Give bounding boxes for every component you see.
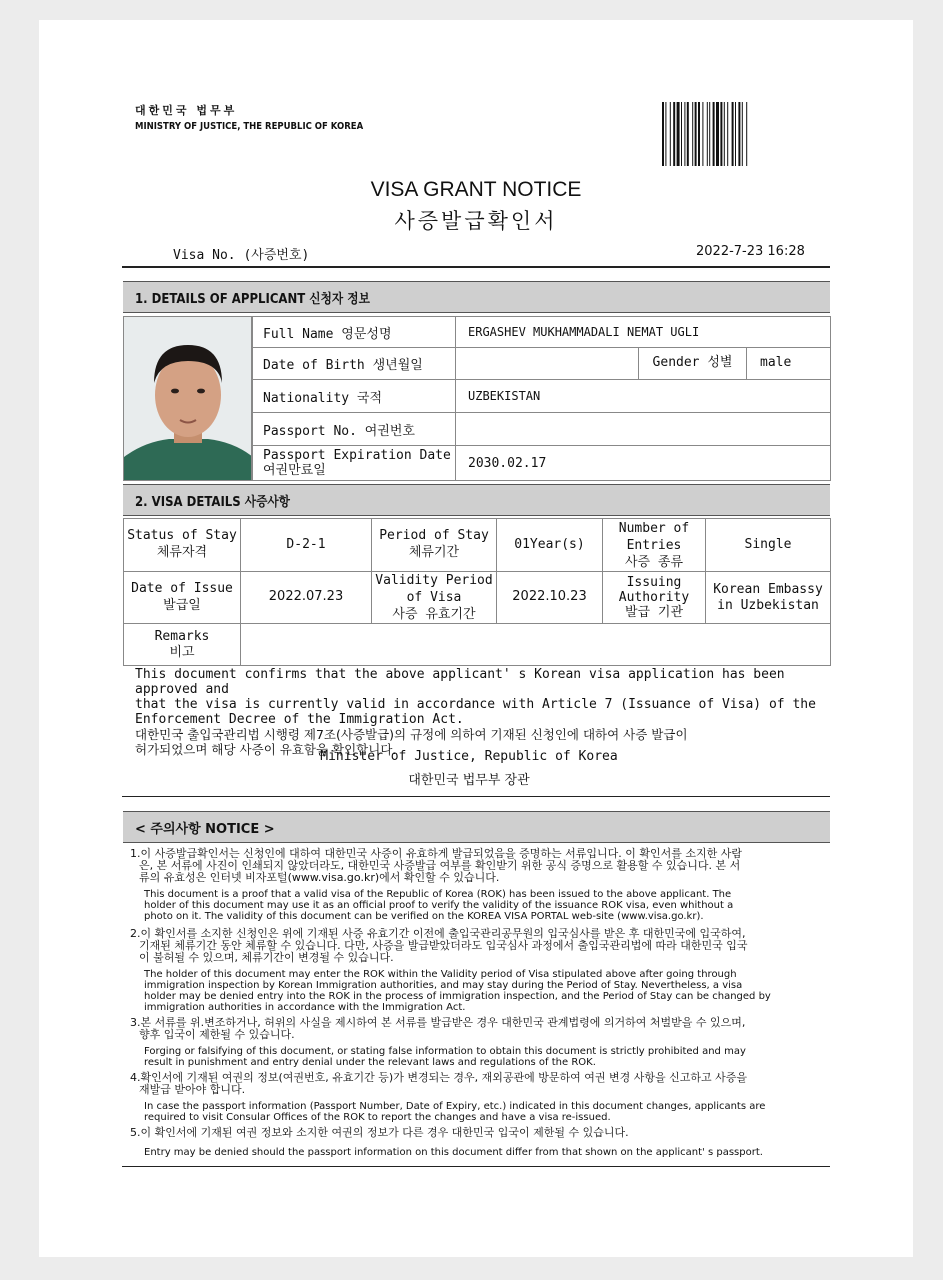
value-text: in Uzbekistan — [717, 597, 819, 613]
label-text: Full Name 영문성명 — [263, 326, 392, 342]
validity-period-label — [371, 571, 497, 624]
full-name-value — [455, 316, 831, 348]
notice-line: immigration inspection by Korean Immigration authorities, and may stay during the Period of Stay. Nevertheless, a visa — [144, 980, 743, 991]
label-text: 발급 기관 — [624, 605, 684, 620]
notice-line: 재발급 받아야 합니다. — [139, 1083, 246, 1096]
issuing-authority-value — [705, 571, 831, 624]
value-text: D-2-1 — [286, 536, 326, 552]
notice-item-english — [130, 889, 830, 922]
status-of-stay-label — [123, 518, 241, 572]
remarks-value — [240, 623, 831, 666]
notice-line: holder may be denied entry into the ROK in the process of immigration inspection, and the Period of Stay can be changed by — [144, 991, 771, 1002]
date-of-issue-label — [123, 571, 241, 624]
label-text: Date of Issue — [131, 580, 233, 596]
notice-item-korean — [130, 1072, 830, 1096]
value-text: Korean Embassy — [713, 581, 823, 597]
section-title: < 주의사항 NOTICE > — [135, 821, 275, 837]
label-text: Date of Birth 생년월일 — [263, 358, 423, 373]
notice-line: Entry may be denied should the passport information on this document differ from that shown on the applicant' s passport. — [144, 1147, 763, 1158]
label-text: Nationality 국적 — [263, 390, 383, 406]
label-text: 체류기간 — [408, 545, 460, 560]
notice-item-korean — [130, 1017, 830, 1041]
label-text: Period of Stay — [379, 528, 489, 544]
nationality-label — [252, 379, 456, 413]
notice-line: 류의 유효성은 인터넷 비자포털(www.visa.go.kr)에서 확인할 수 있습니다. — [139, 871, 500, 884]
notice-line: holder of this document may use it as an official proof to verify the validity of the issuance ROK visa, even whithout a — [144, 900, 734, 911]
signatory-english: Minister of Justice, Republic of Korea — [320, 749, 618, 764]
notice-item-english — [130, 969, 830, 1013]
notice-line: immigration authorities in accordance with the Immigration Act. — [144, 1002, 466, 1013]
passport-expiry-value — [455, 445, 831, 481]
label-text: 여권만료일 — [263, 463, 326, 478]
confirmation-line: Enforcement Decree of the Immigration Act. — [135, 712, 464, 727]
label-text: 발급일 — [163, 597, 201, 613]
validity-period-value — [496, 571, 603, 624]
label-text: 사증 유효기간 — [392, 607, 476, 622]
applicant-section-header — [123, 281, 830, 313]
confirmation-line: 허가되었으며 해당 사증이 유효함을 확인합니다. — [135, 742, 397, 757]
value-text: 2022.10.23 — [512, 589, 587, 605]
document-title-korean: 사증발급확인서 — [394, 209, 558, 233]
notice-line: 4.확인서에 기재된 여권의 정보(여권번호, 유효기간 등)가 변경되는 경우, 재외공관에 방문하여 여권 변경 사항을 신고하고 사증을 — [130, 1071, 747, 1084]
applicant-photo — [123, 316, 252, 481]
label-text: Gender 성별 — [652, 355, 733, 371]
divider — [122, 796, 830, 797]
full-name-label — [252, 316, 456, 348]
notice-line: 5.이 확인서에 기재된 여권 정보와 소지한 여권의 정보가 다른 경우 대한민국 입국이 제한될 수 있습니다. — [130, 1126, 629, 1139]
confirmation-line: that the visa is currently valid in accordance with Article 7 (Issuance of Visa) of the — [135, 697, 816, 712]
value-text: 01Year(s) — [514, 536, 585, 552]
person-silhouette-icon — [124, 317, 252, 481]
notice-line: result in punishment and entry denial under the relevant laws and regulations of the ROK. — [144, 1057, 596, 1068]
confirmation-statement — [135, 667, 825, 757]
notice-list — [130, 846, 830, 1158]
date-of-birth-value — [455, 347, 639, 380]
notice-item-english — [130, 1046, 830, 1068]
confirmation-line: 대한민국 출입국관리법 시행령 제7조(사증발급)의 규정에 의하여 기재된 신청인에 대하여 사증 발급이 — [135, 727, 688, 742]
label-text: Authority — [618, 590, 690, 605]
passport-expiry-label — [252, 445, 456, 481]
nationality-value — [455, 379, 831, 413]
document-title-english: VISA GRANT NOTICE — [370, 178, 582, 201]
status-of-stay-value — [240, 518, 372, 572]
value-text: 2030.02.17 — [468, 455, 547, 471]
label-text: Validity Period — [375, 573, 493, 588]
ministry-name-english: MINISTRY OF JUSTICE, THE REPUBLIC OF KOREA — [135, 121, 364, 132]
notice-line: required to visit Consular Offices of the ROK to report the changes and have a visa re-issued. — [144, 1112, 611, 1123]
period-of-stay-label — [371, 518, 497, 572]
label-text: Issuing — [626, 575, 682, 590]
value-text: Single — [744, 536, 792, 552]
label-text: 사증 종류 — [624, 554, 684, 570]
label-text: Entries — [626, 537, 682, 553]
divider — [122, 1166, 830, 1167]
notice-line: 은, 본 서류에 사진이 인쇄되지 않았더라도, 대한민국 사증발급 여부를 확인받기 위한 공식 증명으로 활용할 수 있습니다. 본 서 — [139, 859, 741, 872]
notice-item-korean — [130, 848, 830, 884]
issuing-authority-label — [602, 571, 706, 624]
value-text: UZBEKISTAN — [468, 389, 541, 403]
notice-item-english — [130, 1101, 830, 1123]
number-of-entries-value — [705, 518, 831, 572]
issue-datetime: 2022-7-23 16:28 — [696, 244, 805, 259]
notice-item-korean — [130, 1127, 830, 1139]
ministry-name-korean: 대한민국 법무부 — [135, 104, 238, 117]
label-text: Number of — [618, 520, 690, 536]
notice-line: 1.이 사증발급확인서는 신청인에 대하여 대한민국 사증이 유효하게 발급되었음을 증명하는 서류입니다. 이 확인서를 소지한 사람 — [130, 847, 742, 860]
label-text: 체류자격 — [156, 545, 208, 560]
date-of-birth-label — [252, 347, 456, 380]
section-title: 2. VISA DETAILS 사증사항 — [135, 494, 290, 510]
notice-line: 향후 입국이 제한될 수 있습니다. — [139, 1028, 295, 1041]
remarks-label — [123, 623, 241, 666]
gender-label — [638, 347, 747, 380]
label-text: Passport Expiration Date — [263, 448, 451, 463]
value-text: ERGASHEV MUKHAMMADALI NEMAT UGLI — [468, 325, 700, 339]
passport-number-value — [455, 412, 831, 446]
value-text: male — [760, 355, 792, 371]
notice-item-korean — [130, 928, 830, 964]
confirmation-line: This document confirms that the above applicant' s Korean visa application has been approved and — [135, 667, 785, 697]
notice-line: Forging or falsifying of this document, or stating false information to obtain this document is strictly prohibited and may — [144, 1046, 746, 1057]
value-text: 2022.07.23 — [268, 589, 344, 605]
signatory-korean: 대한민국 법무부 장관 — [408, 773, 530, 788]
notice-line: 2.이 확인서를 소지한 신청인은 위에 기재된 사증 유효기간 이전에 출입국관리공무원의 입국심사를 받은 후 대한민국에 입국하여, — [130, 927, 746, 940]
label-text: Passport No. 여권번호 — [263, 423, 415, 439]
visa-section-header — [123, 484, 830, 516]
label-text: 비고 — [169, 644, 195, 660]
section-title: 1. DETAILS OF APPLICANT 신청자 정보 — [135, 291, 370, 307]
period-of-stay-value — [496, 518, 603, 572]
label-text: Remarks — [154, 628, 210, 644]
notice-line: photo on it. The validity of this document can be verified on the KOREA VISA PORTAL web-site (www.visa.go.kr). — [144, 911, 704, 922]
date-of-issue-value — [240, 571, 372, 624]
label-text: Status of Stay — [127, 528, 237, 544]
notice-line: 3.본 서류를 위.변조하거나, 허위의 사실을 제시하여 본 서류를 발급받은 경우 대한민국 관계법령에 의거하여 처벌받을 수 있으며, — [130, 1016, 746, 1029]
document-page — [39, 20, 913, 1257]
label-text: of Visa — [406, 590, 462, 605]
notice-line: This document is a proof that a valid visa of the Republic of Korea (ROK) has been issued to the above applicant. The — [144, 889, 732, 900]
notice-line: The holder of this document may enter the ROK within the Validity period of Visa stipulated above after going through — [144, 969, 737, 980]
number-of-entries-label — [602, 518, 706, 572]
notice-line: In case the passport information (Passport Number, Date of Expiry, etc.) indicated in this document changes, applicants are — [144, 1101, 766, 1112]
barcode — [662, 102, 798, 166]
passport-number-label — [252, 412, 456, 446]
notice-item-english — [130, 1147, 830, 1158]
divider — [122, 266, 830, 268]
notice-line: 이 불허될 수 있으며, 체류기간이 변경될 수 있습니다. — [139, 951, 394, 964]
notice-line: 기재된 체류기간 동안 체류할 수 있습니다. 다만, 사증을 발급받았더라도 입국심사 과정에서 출입국관리법에 따라 대한민국 입국 — [139, 939, 748, 952]
notice-section-header — [123, 811, 830, 843]
visa-number-label: Visa No. (사증번호) — [173, 248, 310, 263]
gender-value — [746, 347, 831, 380]
